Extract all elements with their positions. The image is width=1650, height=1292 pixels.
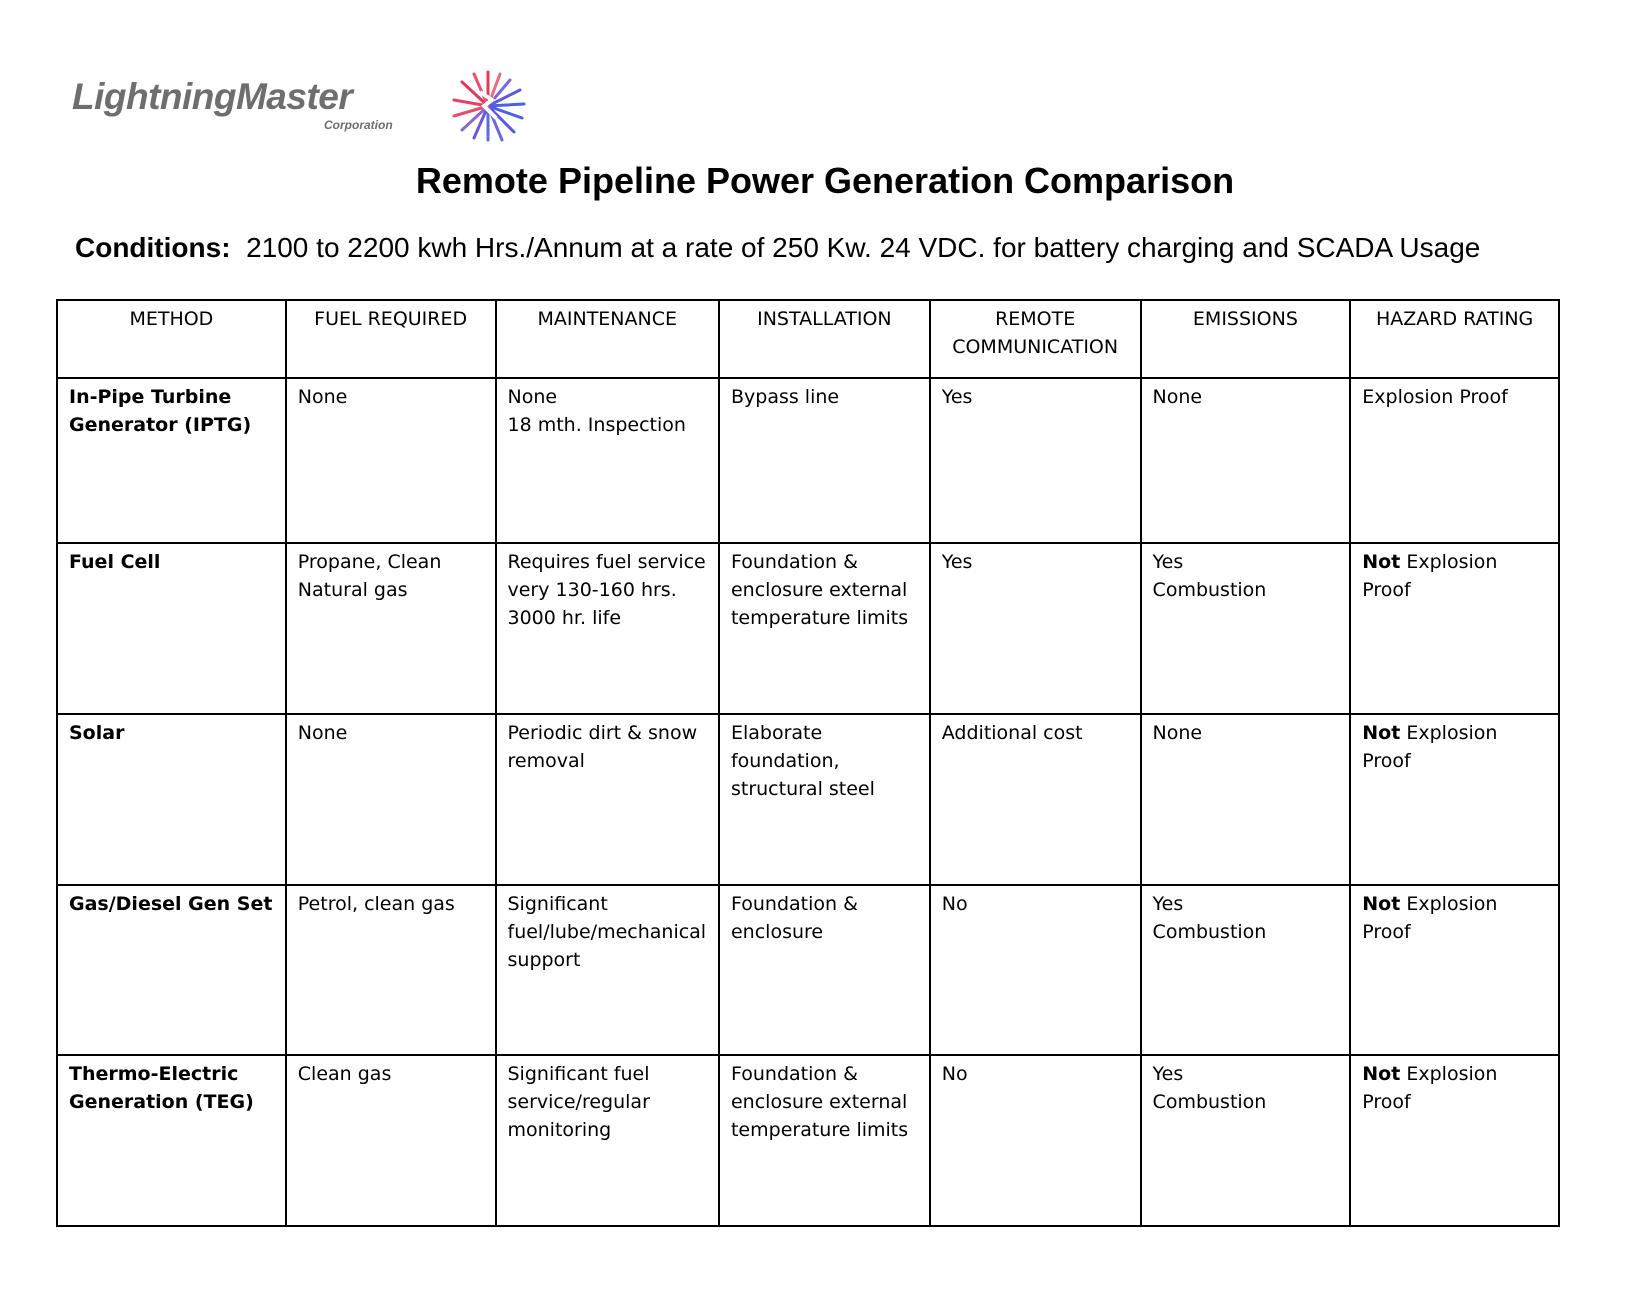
header-emissions: EMISSIONS bbox=[1141, 300, 1351, 378]
cell-line: Proof bbox=[1362, 579, 1411, 601]
cell-fuel bbox=[286, 378, 496, 543]
cell-method bbox=[57, 378, 286, 543]
cell-method bbox=[57, 885, 286, 1055]
cell-line: Gas/Diesel Gen Set bbox=[69, 893, 273, 915]
cell-line: Natural gas bbox=[297, 579, 408, 601]
cell-line: No bbox=[941, 1063, 968, 1085]
cell-remote bbox=[930, 543, 1141, 714]
cell-line: Explosion Proof bbox=[1362, 386, 1508, 408]
cell-line: Petrol, clean gas bbox=[297, 893, 455, 915]
cell-line: Combustion bbox=[1152, 921, 1267, 943]
page-title: Remote Pipeline Power Generation Comparison bbox=[415, 160, 1235, 201]
cell-line: Bypass line bbox=[730, 386, 840, 408]
company-logo bbox=[72, 70, 492, 140]
cell-emissions bbox=[1141, 543, 1351, 714]
header-installation: INSTALLATION bbox=[719, 300, 930, 378]
cell-line: Yes bbox=[941, 551, 973, 573]
cell-line: Solar bbox=[69, 722, 125, 744]
header-remote-line2: COMMUNICATION bbox=[952, 336, 1119, 358]
cell-method bbox=[57, 1055, 286, 1226]
hazard-not-emphasis: Not bbox=[1362, 722, 1401, 744]
cell-line: Generator (IPTG) bbox=[69, 414, 252, 436]
table-row bbox=[57, 1055, 1559, 1226]
cell-emissions bbox=[1141, 714, 1351, 885]
cell-line: Proof bbox=[1362, 921, 1411, 943]
cell-installation bbox=[719, 543, 930, 714]
cell-line: Fuel Cell bbox=[69, 551, 161, 573]
cell-line: foundation, bbox=[730, 750, 840, 772]
cell-line: None bbox=[297, 722, 348, 744]
cell-line: Combustion bbox=[1152, 1091, 1267, 1113]
cell-line: fuel/lube/mechanical bbox=[507, 921, 707, 943]
cell-line: Yes bbox=[1152, 1063, 1184, 1085]
cell-line: Foundation & bbox=[730, 893, 858, 915]
conditions-text: 2100 to 2200 kwh Hrs./Annum at a rate of 250 Kw. 24 VDC. for battery charging and SCADA Usage bbox=[246, 232, 1481, 263]
cell-hazard bbox=[1350, 378, 1559, 543]
cell-line: Yes bbox=[1152, 893, 1184, 915]
cell-line: Yes bbox=[941, 386, 973, 408]
cell-line: structural steel bbox=[730, 778, 875, 800]
header-remote-communication bbox=[930, 300, 1141, 378]
cell-line: Significant fuel bbox=[507, 1063, 650, 1085]
cell-line: 18 mth. Inspection bbox=[507, 414, 686, 436]
cell-line: Propane, Clean bbox=[297, 551, 442, 573]
cell-remote bbox=[930, 885, 1141, 1055]
header-fuel-required: FUEL REQUIRED bbox=[286, 300, 496, 378]
cell-hazard bbox=[1350, 885, 1559, 1055]
cell-line: 3000 hr. life bbox=[507, 607, 622, 629]
cell-maintenance bbox=[496, 543, 719, 714]
header-maintenance: MAINTENANCE bbox=[496, 300, 719, 378]
cell-line: Periodic dirt & snow bbox=[507, 722, 698, 744]
cell-line: Elaborate bbox=[730, 722, 823, 744]
hazard-not-emphasis: Not bbox=[1362, 1063, 1401, 1085]
cell-line: temperature limits bbox=[730, 607, 909, 629]
cell-line: Significant bbox=[507, 893, 608, 915]
cell-installation bbox=[719, 714, 930, 885]
cell-hazard bbox=[1350, 543, 1559, 714]
cell-line bbox=[1362, 1060, 1547, 1088]
cell-line: None bbox=[1152, 386, 1203, 408]
cell-line: service/regular bbox=[507, 1091, 650, 1113]
cell-line: support bbox=[507, 949, 581, 971]
cell-line: enclosure external bbox=[730, 579, 908, 601]
table-header-row bbox=[57, 300, 1559, 378]
cell-line: Additional cost bbox=[941, 722, 1083, 744]
table-row bbox=[57, 378, 1559, 543]
cell-line: None bbox=[507, 386, 558, 408]
header-method: METHOD bbox=[57, 300, 286, 378]
cell-text: Explosion bbox=[1406, 1063, 1498, 1085]
cell-remote bbox=[930, 714, 1141, 885]
cell-line: Clean gas bbox=[297, 1063, 392, 1085]
cell-line: Foundation & bbox=[730, 551, 858, 573]
cell-maintenance bbox=[496, 714, 719, 885]
cell-line: In-Pipe Turbine bbox=[69, 386, 232, 408]
cell-line: temperature limits bbox=[730, 1119, 909, 1141]
cell-line: Generation (TEG) bbox=[69, 1091, 254, 1113]
cell-text: Explosion bbox=[1406, 722, 1498, 744]
cell-line: enclosure bbox=[730, 921, 824, 943]
cell-maintenance bbox=[496, 1055, 719, 1226]
cell-installation bbox=[719, 885, 930, 1055]
cell-maintenance bbox=[496, 378, 719, 543]
cell-line: Yes bbox=[1152, 551, 1184, 573]
cell-method bbox=[57, 543, 286, 714]
starburst-icon bbox=[450, 70, 526, 142]
cell-line: None bbox=[297, 386, 348, 408]
table-row bbox=[57, 714, 1559, 885]
cell-method bbox=[57, 714, 286, 885]
cell-line: No bbox=[941, 893, 968, 915]
cell-line: Combustion bbox=[1152, 579, 1267, 601]
cell-installation bbox=[719, 378, 930, 543]
logo-wordmark: LightningMaster bbox=[72, 76, 353, 117]
header-hazard-rating: HAZARD RATING bbox=[1350, 300, 1559, 378]
cell-hazard bbox=[1350, 714, 1559, 885]
cell-line bbox=[1362, 719, 1547, 747]
comparison-table bbox=[56, 299, 1560, 1227]
cell-line: Requires fuel service bbox=[507, 551, 706, 573]
cell-line: None bbox=[1152, 722, 1203, 744]
cell-remote bbox=[930, 1055, 1141, 1226]
cell-maintenance bbox=[496, 885, 719, 1055]
cell-emissions bbox=[1141, 378, 1351, 543]
cell-line: Proof bbox=[1362, 750, 1411, 772]
cell-hazard bbox=[1350, 1055, 1559, 1226]
cell-fuel bbox=[286, 1055, 496, 1226]
cell-line: removal bbox=[507, 750, 585, 772]
cell-emissions bbox=[1141, 885, 1351, 1055]
cell-fuel bbox=[286, 714, 496, 885]
cell-line: monitoring bbox=[507, 1119, 612, 1141]
conditions-line bbox=[75, 232, 1480, 264]
hazard-not-emphasis: Not bbox=[1362, 893, 1401, 915]
cell-emissions bbox=[1141, 1055, 1351, 1226]
cell-line: Foundation & bbox=[730, 1063, 858, 1085]
cell-line: very 130-160 hrs. bbox=[507, 579, 677, 601]
cell-installation bbox=[719, 1055, 930, 1226]
cell-line: Proof bbox=[1362, 1091, 1411, 1113]
table-row bbox=[57, 885, 1559, 1055]
cell-line bbox=[1362, 548, 1547, 576]
hazard-not-emphasis: Not bbox=[1362, 551, 1401, 573]
table-row bbox=[57, 543, 1559, 714]
cell-fuel bbox=[286, 543, 496, 714]
logo-subtitle: Corporation bbox=[324, 118, 393, 132]
cell-fuel bbox=[286, 885, 496, 1055]
cell-remote bbox=[930, 378, 1141, 543]
conditions-label: Conditions: bbox=[75, 232, 231, 263]
cell-line: Thermo-Electric bbox=[69, 1063, 239, 1085]
header-remote-line1: REMOTE bbox=[995, 308, 1076, 330]
cell-text: Explosion bbox=[1406, 551, 1498, 573]
cell-text: Explosion bbox=[1406, 893, 1498, 915]
cell-line: enclosure external bbox=[730, 1091, 908, 1113]
cell-line bbox=[1362, 890, 1547, 918]
